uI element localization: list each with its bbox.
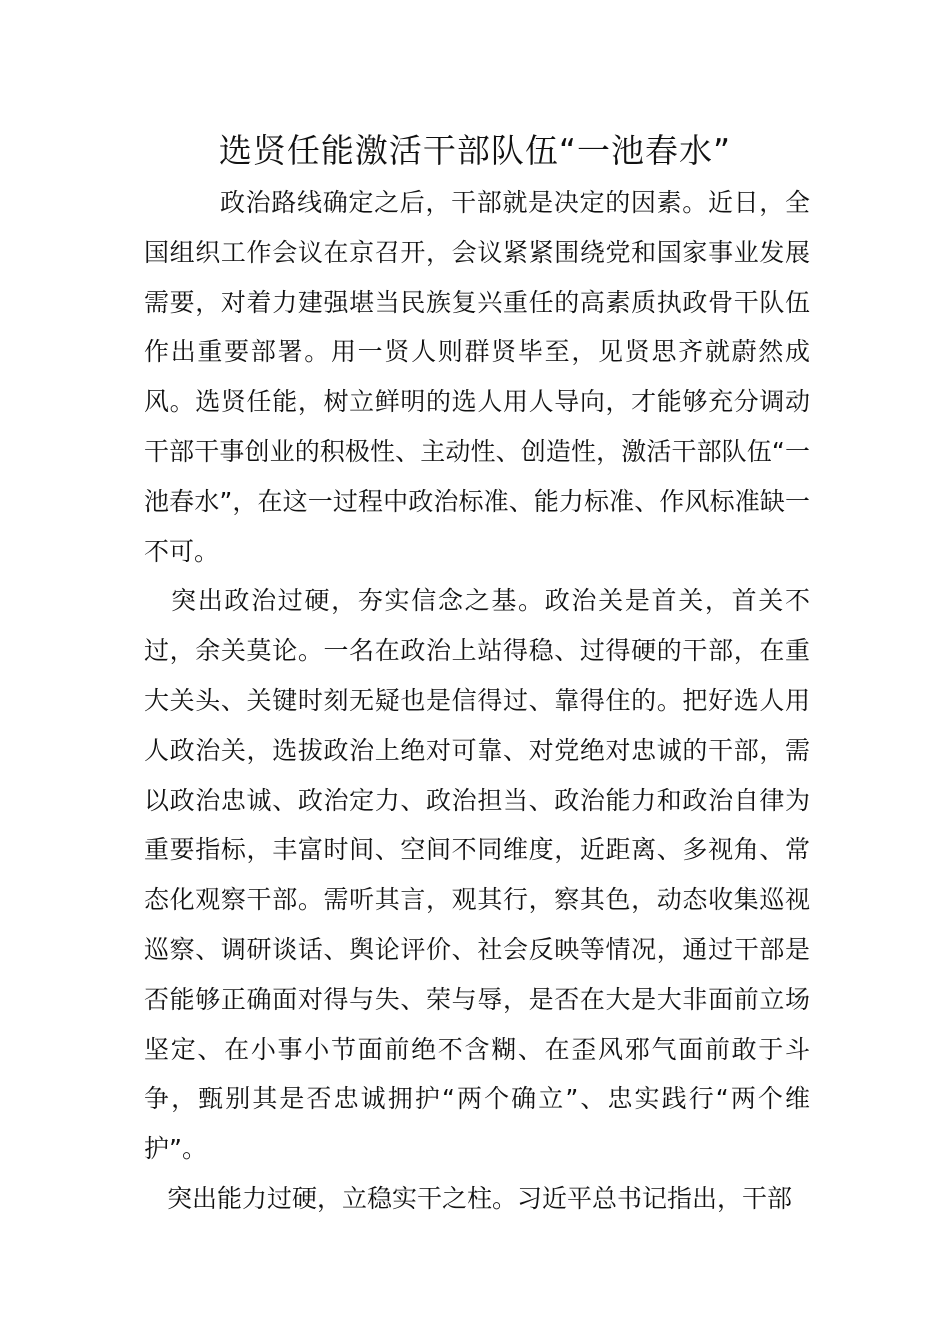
document-body	[144, 178, 810, 1224]
document-title: 选贤任能激活干部队伍“一池春水”	[218, 131, 732, 170]
paragraph-ability: 突出能力过硬，立稳实干之柱。习近平总书记指出，干部	[167, 1183, 793, 1213]
paragraph-political: 突出政治过硬，夯实信念之基。政治关是首关，首关不过，余关莫论。一名在政治上站得稳、过得硬的干部，在重大关头、关键时刻无疑也是信得过、靠得住的。把好选人用人政治关，选拔政治上绝对可靠、对党绝对忠诚的干部，需以政治忠诚、政治定力、政治担当、政治能力和政治自律为重要指标，丰富时间、空间不同维度，近距离、多视角、常态化观察干部。需听其言，观其行，察其色，动态收集巡视巡察、调研谈话、舆论评价、社会反映等情况，通过干部是否能够正确面对得与失、荣与辱，是否在大是大非面前立场坚定、在小事小节面前绝不含糊、在歪风邪气面前敢于斗争，甄别其是否忠诚拥护“两个确立”、忠实践行“两个维护”。	[144, 586, 810, 1164]
paragraph-intro: 政治路线确定之后，干部就是决定的因素。近日，全国组织工作会议在京召开，会议紧紧围绕党和国家事业发展需要，对着力建强堪当民族复兴重任的高素质执政骨干队伍作出重要部署。用一贤人则群贤毕至，见贤思齐就蔚然成风。选贤任能，树立鲜明的选人用人导向，才能够充分调动干部干事创业的积极性、主动性、创造性，激活干部队伍“一池春水”，在这一过程中政治标准、能力标准、作风标准缺一不可。	[144, 188, 810, 566]
